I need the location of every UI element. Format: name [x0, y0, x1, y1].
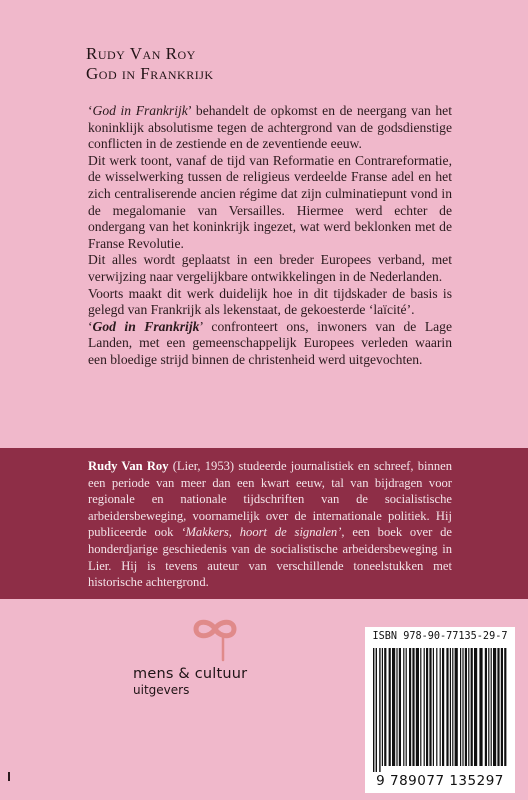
blurb-title-ref: God in Frankrijk: [92, 103, 188, 118]
publisher-subtitle: uitgevers: [133, 683, 190, 697]
open-quote: ‘: [88, 103, 93, 118]
barcode-bar: [399, 648, 401, 766]
barcode-bar: [491, 648, 492, 766]
barcode-bar: [442, 648, 444, 766]
barcode-bar: [409, 648, 411, 766]
barcode-bar: [403, 648, 404, 766]
blurb-paragraph-4: Voorts maakt dit werk duidelijk hoe in dit tijdskader de basis is gelegd van Frankrijk als lekenstaat, de gekoesterde ‘laïcité’.: [88, 285, 452, 318]
author-bio: [88, 458, 452, 591]
barcode-bar: [429, 648, 431, 766]
barcode-bar: [396, 648, 397, 766]
isbn-label: ISBN 978-90-77135-29-7: [372, 631, 508, 642]
barcode-bar: [465, 648, 467, 766]
barcode-bar: [455, 648, 458, 766]
infinity-mask-icon: [192, 618, 238, 666]
barcode-bar: [373, 648, 374, 772]
barcode-bar: [416, 648, 419, 766]
blurb-paragraph-5: [88, 319, 452, 369]
blurb-paragraph-2: Dit werk toont, vanaf de tijd van Reformatie en Contrareformatie, de wisselwerking tussen de religieus verdeelde Franse adel en het zich centraliserende ancien régime dat zijn culminatiepunt vond in de megalomanie van Versailles. Hiermee werd echter de ondergang van het koninkrijk ingezet, wat werd beklonken met de Franse Revolutie.: [88, 152, 452, 251]
barcode-bar: [468, 648, 469, 766]
bio-book-title: ‘Makkers, hoort de signalen’: [181, 525, 342, 540]
barcode-bar: [485, 648, 487, 766]
barcode-bar: [479, 648, 482, 766]
barcode-bar: [436, 648, 437, 766]
barcode-bar: [493, 648, 496, 766]
barcode-bar: [497, 648, 499, 766]
blurb-paragraph-5-text: ’ confronteert ons, inwoners van de Lage Landen, met een gemeenschappelijk Europees verleden waarin een bloedige strijd binnen de christenheid werd uitgevochten.: [88, 318, 452, 367]
blurb: [88, 103, 452, 369]
barcode-bar: [384, 648, 386, 766]
isbn-digits: 9 789077 135297: [376, 773, 504, 789]
barcode-bar: [426, 648, 428, 766]
publisher-name: mens & cultuur: [133, 666, 248, 682]
book-title: God in Frankrijk: [86, 64, 214, 83]
blurb-paragraph-3: Dit alles wordt geplaatst in een breder Europees verband, met verwijzing naar vergelijkbare ontwikkelingen in de Nederlanden.: [88, 252, 452, 284]
isbn-barcode-panel: [365, 627, 515, 793]
barcode-bar: [450, 648, 451, 766]
barcode-icon: [369, 648, 511, 772]
barcode-bar: [452, 648, 453, 766]
barcode-bar: [501, 648, 503, 766]
cover-header: [86, 44, 214, 84]
barcode-bar: [440, 648, 441, 766]
barcode-bar: [433, 648, 434, 766]
barcode-bar: [424, 648, 425, 766]
barcode-bar: [376, 648, 377, 772]
barcode-bar: [488, 648, 489, 766]
barcode-bar: [446, 648, 448, 766]
barcode-bar: [389, 648, 391, 766]
barcode-bar: [379, 648, 380, 772]
barcode-bar: [504, 648, 506, 766]
bio-text-2: , een boek over de honderdjarige geschiedenis van de socialistische arbeidersbeweging in Lier. Hij is tevens auteur van verschillende toneelstukken met historische achtergrond.: [88, 525, 453, 590]
barcode-bar: [462, 648, 463, 766]
bio-text-1: (Lier, 1953) studeerde journalistiek en schreef, binnen een periode van meer dan een kwart eeuw, tal van bijdragen voor regionale en nationale tijdschriften van de socialistische arbeidersbeweging, voornamelijk over de internationale politiek. Hij publiceerde ook: [88, 459, 453, 540]
blurb-paragraph-1: [88, 103, 452, 153]
barcode-bar: [412, 648, 414, 766]
barcode-bar: [392, 648, 395, 766]
bio-author-name: Rudy Van Roy: [88, 459, 169, 473]
blurb-title-ref: God in Frankrijk: [92, 318, 200, 334]
barcode-bar: [460, 648, 461, 766]
open-quote: ‘: [88, 318, 93, 334]
author-name: Rudy Van Roy: [86, 44, 196, 63]
blurb-paragraph-1-text: ’ behandelt de opkomst en de neergang van het koninklijk absolutisme tegen de achtergrond van de godsdienstige conflicten in de zestiende en de zeventiende eeuw.: [88, 103, 452, 152]
barcode-bar: [471, 648, 473, 766]
barcode-bar: [474, 648, 477, 766]
barcode-bar: [406, 648, 407, 766]
barcode-bar: [420, 648, 421, 766]
barcode-bar: [382, 648, 383, 766]
edge-mark: [8, 772, 10, 781]
